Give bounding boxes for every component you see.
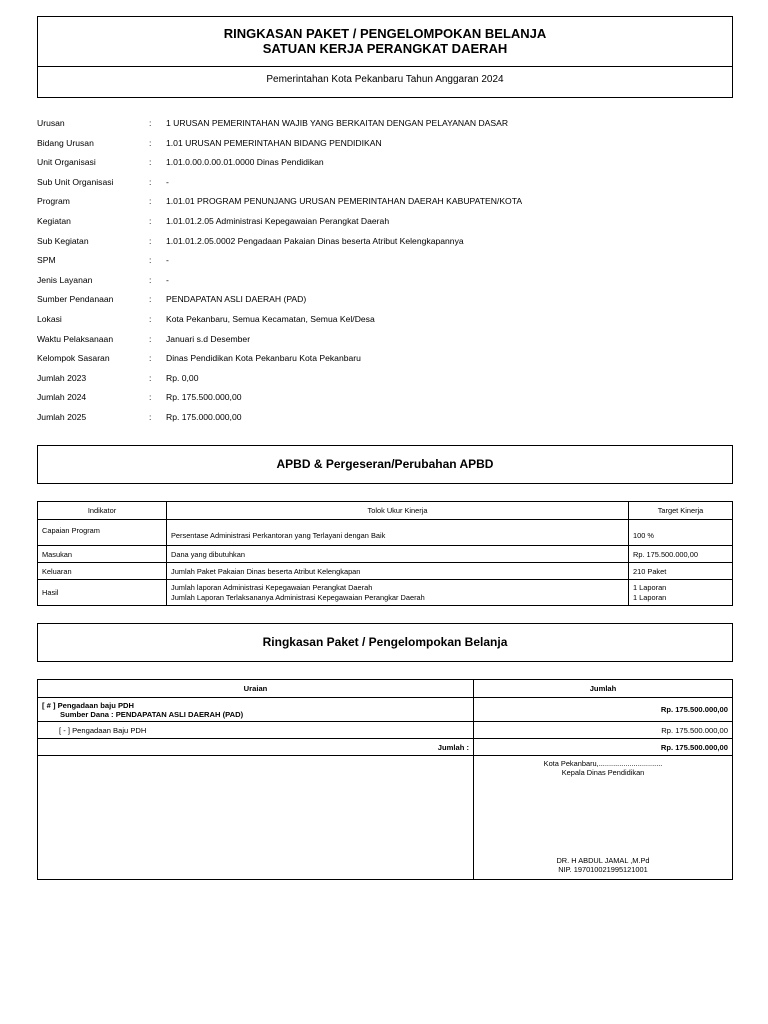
info-label: Jumlah 2023 — [37, 372, 87, 383]
indicator-name: Capaian Program — [38, 520, 167, 546]
info-label: Jumlah 2025 — [37, 411, 87, 422]
belanja-table — [37, 679, 733, 880]
belanja-group-uraian — [38, 698, 474, 722]
belanja-header-uraian: Uraian — [38, 680, 474, 698]
signature-blank-cell — [38, 756, 474, 880]
signature-footer — [474, 856, 732, 874]
indicator-header-target: Target Kinerja — [629, 502, 733, 520]
info-separator: : — [149, 294, 152, 305]
belanja-total-label: Jumlah : — [38, 739, 474, 756]
indicator-tolok: Jumlah Paket Pakaian Dinas beserta Atribut Kelengkapan — [167, 563, 629, 580]
info-separator: : — [149, 274, 152, 285]
info-separator: : — [149, 313, 152, 324]
info-value: Rp. 175.000.000,00 — [166, 411, 242, 422]
indicator-target: 100 % — [629, 520, 733, 546]
info-label: Waktu Pelaksanaan — [37, 333, 114, 344]
info-row — [37, 114, 733, 134]
info-label: SPM — [37, 255, 56, 266]
indicator-name: Hasil — [38, 580, 167, 606]
belanja-group-row — [38, 698, 733, 722]
info-value: PENDAPATAN ASLI DAERAH (PAD) — [166, 294, 307, 305]
info-row — [37, 173, 733, 193]
info-value: Dinas Pendidikan Kota Pekanbaru Kota Pekanbaru — [166, 353, 361, 364]
belanja-group-title: [ # ] Pengadaan baju PDH — [42, 700, 134, 710]
signature-block — [474, 756, 733, 880]
belanja-total-row — [38, 739, 733, 756]
header-subtitle: Pemerintahan Kota Pekanbaru Tahun Anggaran 2024 — [266, 74, 504, 85]
belanja-header-row — [38, 680, 733, 698]
info-separator: : — [149, 118, 152, 128]
indicator-tolok — [167, 580, 629, 606]
document-header — [37, 16, 733, 98]
info-label: Sumber Pendanaan — [37, 294, 114, 305]
belanja-header-jumlah: Jumlah — [474, 680, 733, 698]
info-separator: : — [149, 372, 152, 383]
signature-row — [38, 756, 733, 880]
info-label: Jenis Layanan — [37, 274, 93, 285]
info-separator: : — [149, 137, 152, 148]
info-separator: : — [149, 157, 152, 168]
indicator-target — [629, 580, 733, 606]
belanja-item-label: [ - ] Pengadaan Baju PDH — [38, 722, 474, 739]
apbd-section-title: APBD & Pergeseran/Perubahan APBD — [37, 445, 733, 484]
belanja-group-amount: Rp. 175.500.000,00 — [474, 698, 733, 722]
info-value: Kota Pekanbaru, Semua Kecamatan, Semua Kel/Desa — [166, 313, 375, 324]
ringkasan-section-title: Ringkasan Paket / Pengelompokan Belanja — [37, 623, 733, 662]
indicator-name: Keluaran — [38, 563, 167, 580]
info-value: 1.01.01.2.05 Administrasi Kepegawaian Perangkat Daerah — [166, 215, 390, 226]
indicator-target-line: 1 Laporan — [633, 583, 667, 592]
indicator-table — [37, 501, 733, 606]
info-row — [37, 212, 733, 232]
indicator-row-keluaran — [38, 563, 733, 580]
info-value: Rp. 0,00 — [166, 372, 199, 383]
info-row — [37, 388, 733, 408]
info-label: Kelompok Sasaran — [37, 353, 110, 364]
info-separator: : — [149, 176, 152, 187]
info-value: - — [166, 176, 169, 187]
info-separator: : — [149, 353, 152, 364]
info-label: Unit Organisasi — [37, 157, 96, 168]
info-separator: : — [149, 411, 152, 422]
info-label: Kegiatan — [37, 215, 71, 226]
header-title-block — [38, 17, 732, 67]
indicator-target-line: 1 Laporan — [633, 592, 667, 602]
indicator-tolok-line: Jumlah laporan Administrasi Kepegawaian Perangkat Daerah — [171, 583, 373, 592]
info-row — [37, 369, 733, 389]
info-separator: : — [149, 215, 152, 226]
indicator-header-indikator: Indikator — [38, 502, 167, 520]
info-section — [37, 114, 733, 428]
info-row — [37, 134, 733, 154]
header-title-line1: RINGKASAN PAKET / PENGELOMPOKAN BELANJA — [223, 26, 547, 41]
info-value: 1.01.01.2.05.0002 Pengadaan Pakaian Dinas beserta Atribut Kelengkapannya — [166, 235, 464, 246]
info-row — [37, 310, 733, 330]
info-row — [37, 349, 733, 369]
info-value: 1.01 URUSAN PEMERINTAHAN BIDANG PENDIDIKAN — [166, 137, 382, 148]
belanja-total-amount: Rp. 175.500.000,00 — [474, 739, 733, 756]
belanja-item-row — [38, 722, 733, 739]
header-title-line2: SATUAN KERJA PERANGKAT DAERAH — [262, 41, 508, 56]
info-row — [37, 408, 733, 428]
info-row — [37, 251, 733, 271]
belanja-group-source: Sumber Dana : PENDAPATAN ASLI DAERAH (PAD) — [60, 709, 244, 719]
info-row — [37, 153, 733, 173]
info-value: - — [166, 255, 169, 266]
info-label: Sub Kegiatan — [37, 235, 89, 246]
indicator-header-tolok: Tolok Ukur Kinerja — [167, 502, 629, 520]
info-separator: : — [149, 196, 152, 207]
signature-position: Kepala Dinas Pendidikan — [561, 768, 645, 777]
info-label: Lokasi — [37, 313, 62, 324]
info-value: 1.01.01 PROGRAM PENUNJANG URUSAN PEMERINTAHAN DAERAH KABUPATEN/KOTA — [166, 196, 523, 207]
indicator-target: Rp. 175.500.000,00 — [629, 546, 733, 563]
info-row — [37, 290, 733, 310]
info-separator: : — [149, 255, 152, 266]
info-row — [37, 232, 733, 252]
info-label: Program — [37, 196, 70, 207]
info-value: 1.01.0.00.0.00.01.0000 Dinas Pendidikan — [166, 157, 324, 168]
indicator-tolok: Persentase Administrasi Perkantoran yang Terlayani dengan Baik — [167, 520, 629, 546]
info-label: Jumlah 2024 — [37, 392, 87, 403]
indicator-row-hasil — [38, 580, 733, 606]
info-value: Rp. 175.500.000,00 — [166, 392, 242, 403]
info-value: - — [166, 274, 169, 285]
info-row — [37, 192, 733, 212]
belanja-item-amount: Rp. 175.500.000,00 — [474, 722, 733, 739]
signature-header — [474, 759, 732, 777]
indicator-target: 210 Paket — [629, 563, 733, 580]
indicator-tolok: Dana yang dibutuhkan — [167, 546, 629, 563]
info-separator: : — [149, 392, 152, 403]
info-label: Urusan — [37, 118, 65, 128]
indicator-row-capaian — [38, 520, 733, 546]
indicator-header-row — [38, 502, 733, 520]
indicator-tolok-line: Jumlah Laporan Terlaksananya Administrasi Kepegawaian Perangkar Daerah — [171, 592, 425, 602]
info-row — [37, 271, 733, 291]
info-label: Sub Unit Organisasi — [37, 176, 114, 187]
info-separator: : — [149, 333, 152, 344]
info-value: 1 URUSAN PEMERINTAHAN WAJIB YANG BERKAITAN DENGAN PELAYANAN DASAR — [166, 118, 509, 128]
info-label: Bidang Urusan — [37, 137, 94, 148]
signature-name: DR. H ABDUL JAMAL ,M.Pd — [556, 856, 650, 865]
indicator-row-masukan — [38, 546, 733, 563]
indicator-name: Masukan — [38, 546, 167, 563]
info-separator: : — [149, 235, 152, 246]
signature-nip: NIP. 197010021995121001 — [558, 865, 648, 874]
info-row — [37, 330, 733, 350]
info-value: Januari s.d Desember — [166, 333, 251, 344]
signature-place: Kota Pekanbaru,............................... — [543, 759, 663, 768]
